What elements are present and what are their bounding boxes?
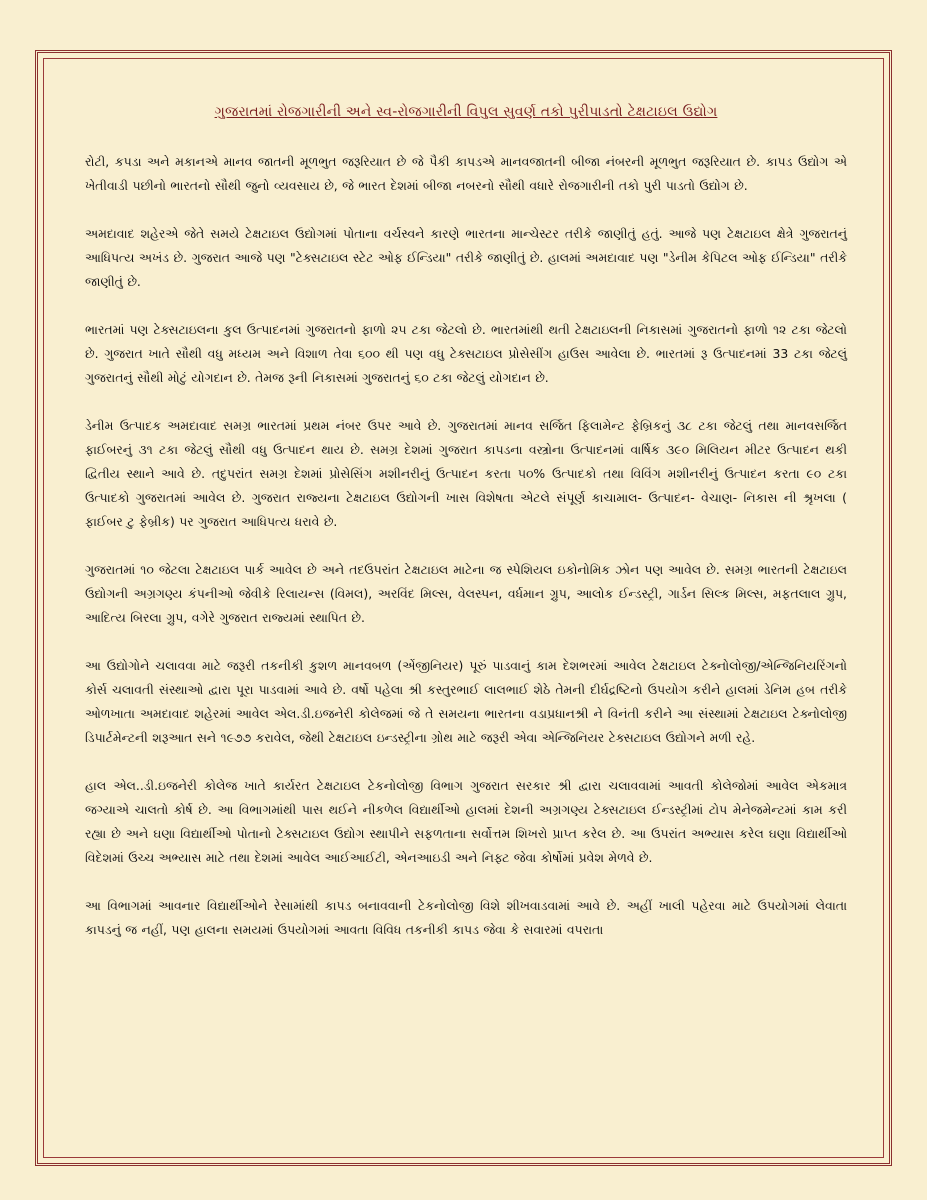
paragraph-7: હાલ એલ..ડી.ઇજનેરી કોલેજ ખાતે કાર્યરત ટેક્ષટાઇલ ટેકનોલોજી વિભાગ ગુજરાત સરકાર શ્રી દ્વારા ચલાવવામાં આવતી કોલેજોમાં આવેલ એકમાત્ર જગ્યાએ ચાલતો કોર્ષ છે. આ વિભાગમાંથી પાસ થઈને નીકળેલ વિદ્યાર્થીઓ હાલમાં દેશની અગ્રગણ્ય ટેક્સટાઇલ ઈન્ડસ્ટ્રીમાં ટોપ મેનેજમેન્ટમાં કામ કરી રહ્યા છે અને ઘણા વિદ્યાર્થીઓ પોતાનો ટેક્સટાઇલ ઉદ્યોગ સ્થાપીને સફળતાના સર્વોત્તમ શિખરો પ્રાપ્ત કરેલ છે. આ ઉપરાંત અભ્યાસ કરેલ ઘણા વિદ્યાર્થીઓ વિદેશમાં ઉચ્ચ અભ્યાસ માટે તથા દેશમાં આવેલ આઈઆઈટી, એનઆઇડી અને નિફ્ટ જેવા કોર્ષોમાં પ્રવેશ મેળવે છે. <box>85 778 847 865</box>
paragraph-4: ડેનીમ ઉત્પાદક અમદાવાદ સમગ્ર ભારતમાં પ્રથમ નંબર ઉપર આવે છે. ગુજરાતમાં માનવ સર્જિત ફિલામેન્ટ ફેબ્રિકનું ૩૮ ટકા જેટલું તથા માનવસર્જિત ફાઈબરનું ૩૧ ટકા જેટલું સૌથી વધુ ઉત્પાદન થાય છે. સમગ્ર દેશમાં ગુજરાત કાપડના વસ્ત્રોના ઉત્પાદનમાં વાર્ષિક ૩૯૦ મિલિયન મીટર ઉત્પાદન થકી દ્વિતીય સ્થાને આવે છે. તદુપરાંત સમગ્ર દેશમાં પ્રોસેસિંગ મશીનરીનું ઉત્પાદન કરતા ૫૦% ઉત્પાદકો તથા વિવિંગ મશીનરીનું ઉત્પાદન કરતા ૯૦ ટકા ઉત્પાદકો ગુજરાતમાં આવેલ છે. ગુજરાત રાજ્યના ટેક્ષટાઇલ ઉદ્યોગની ખાસ વિશેષતા એટલે સંપૂર્ણ કાચામાલ- ઉત્પાદન- વેચાણ- નિકાસ ની શ્રૃખલા ( ફાઈબર ટુ ફેબ્રીક) પર ગુજરાત આધિપત્ય ધરાવે છે. <box>85 418 847 529</box>
paragraph-1: રોટી, કપડા અને મકાનએ માનવ જાતની મૂળભુત જરૂરિયાત છે જે પૈકી કાપડએ માનવજાતની બીજા નંબરની મૂળભુત જરૂરિયાત છે. કાપડ ઉદ્યોગ એ ખેતીવાડી પછીનો ભારતનો સૌથી જુનો વ્યવસાય છે, જે ભારત દેશમાં બીજા નબરનો સૌથી વધારે રોજગારીની તકો પુરી પાડતો ઉદ્યોગ છે. <box>85 154 847 193</box>
document-title: ગુજરાતમાં રોજગારીની અને સ્વ-રોજગારીની વિપુલ સુવર્ણ તકો પુરીપાડતો ટેક્ષટાઇલ ઉદ્યોગ <box>214 104 718 120</box>
paragraph-8: આ વિભાગમાં આવનાર વિદ્યાર્થીઓને રેસામાંથી કાપડ બનાવવાની ટેકનોલોજી વિશે શીખવાડવામાં આવે છે. અહીં ખાલી પહેરવા માટે ઉપયોગમાં લેવાતા કાપડનું જ નહીં, પણ હાલના સમયમાં ઉપયોગમાં આવતા વિવિધ તકનીકી કાપડ જેવા કે સવારમાં વપરાતા <box>85 898 847 937</box>
paragraph-5: ગુજરાતમાં ૧૦ જેટલા ટેક્ષટાઇલ પાર્ક આવેલ છે અને તદઉપરાંત ટેક્ષટાઇલ માટેના જ સ્પેશિયલ ઇકોનોમિક ઝોન પણ આવેલ છે. સમગ્ર ભારતની ટેક્ષટાઇલ ઉદ્યોગની અગ્રગણ્ય કંપનીઓ જેવીકે રિલાયન્સ (વિમલ), અરવિંદ મિલ્સ, વેલસ્પન, વર્ધમાન ગ્રુપ, આલોક ઈન્ડસ્ટ્રી, ગાર્ડન સિલ્ક મિલ્સ, મફતલાલ ગ્રુપ, આદિત્ય બિરલા ગ્રુપ, વગેરે ગુજરાત રાજ્યમાં સ્થાપિત છે. <box>85 562 847 625</box>
document-content <box>85 104 847 966</box>
paragraph-3: ભારતમાં પણ ટેક્સટાઇલના કુલ ઉત્પાદનમાં ગુજરાતનો ફાળો ૨૫ ટકા જેટલો છે. ભારતમાંથી થતી ટેક્ષટાઇલની નિકાસમાં ગુજરાતનો ફાળો ૧૨ ટકા જેટલો છે. ગુજરાત ખાતે સૌથી વધુ મધ્યમ અને વિશાળ તેવા ૬૦૦ થી પણ વધુ ટેક્સટાઇલ પ્રોસેસીંગ હાઉસ આવેલા છે. ભારતમાં રૂ ઉત્પાદનમાં 33 ટકા જેટલું ગુજરાતનું સૌથી મોટું યોગદાન છે. તેમજ રૂની નિકાસમાં ગુજરાતનું ૬૦ ટકા જેટલું યોગદાન છે. <box>85 322 847 385</box>
paragraph-6: આ ઉદ્યોગોને ચલાવવા માટે જરૂરી તકનીકી કુશળ માનવબળ (એંજીનિયર) પૂરું પાડવાનું કામ દેશભરમાં આવેલ ટેક્ષટાઇલ ટેક્નોલોજી/એન્જિનિયરિંગનો કોર્સ ચલાવતી સંસ્થાઓ દ્વારા પૂરા પાડવામાં આવે છે. વર્ષો પહેલા શ્રી કસ્તુરભાઈ લાલભાઈ શેઠે તેમની દીર્ઘદ્રષ્ટિનો ઉપયોગ કરીને હાલમાં ડેનિમ હબ તરીકે ઓળખાતા અમદાવાદ શહેરમાં આવેલ એલ.ડી.ઇજનેરી કોલેજમાં જે તે સમયના ભારતના વડાપ્રધાનશ્રી ને વિનંતી કરીને આ સંસ્થામાં ટેક્ષટાઇલ ટેક્નોલોજી ડિપાર્ટમેન્ટની શરૂઆત સને ૧૯૭૭ કરાવેલ, જેથી ટેક્ષટાઇલ ઇન્ડસ્ટ્રીના ગ્રોથ માટે જરૂરી એવા એન્જિનિયર ટેક્સટાઇલ ઉદ્યોગને મળી રહે. <box>85 658 847 745</box>
paragraph-2: અમદાવાદ શહેરએ જેતે સમયે ટેક્ષટાઇલ ઉદ્યોગમાં પોતાના વર્ચસ્વને કારણે ભારતના માન્ચેસ્ટર તરીકે જાણીતું હતું. આજે પણ ટેક્ષટાઇલ ક્ષેત્રે ગુજરાતનું આધિપત્ય અખંડ છે. ગુજરાત આજે પણ "ટેક્સટાઇલ સ્ટેટ ઓફ ઈન્ડિયા" તરીકે જાણીતું છે. હાલમાં અમદાવાદ પણ "ડેનીમ કેપિટલ ઓફ ઈન્ડિયા" તરીકે જાણીતું છે. <box>85 226 847 289</box>
